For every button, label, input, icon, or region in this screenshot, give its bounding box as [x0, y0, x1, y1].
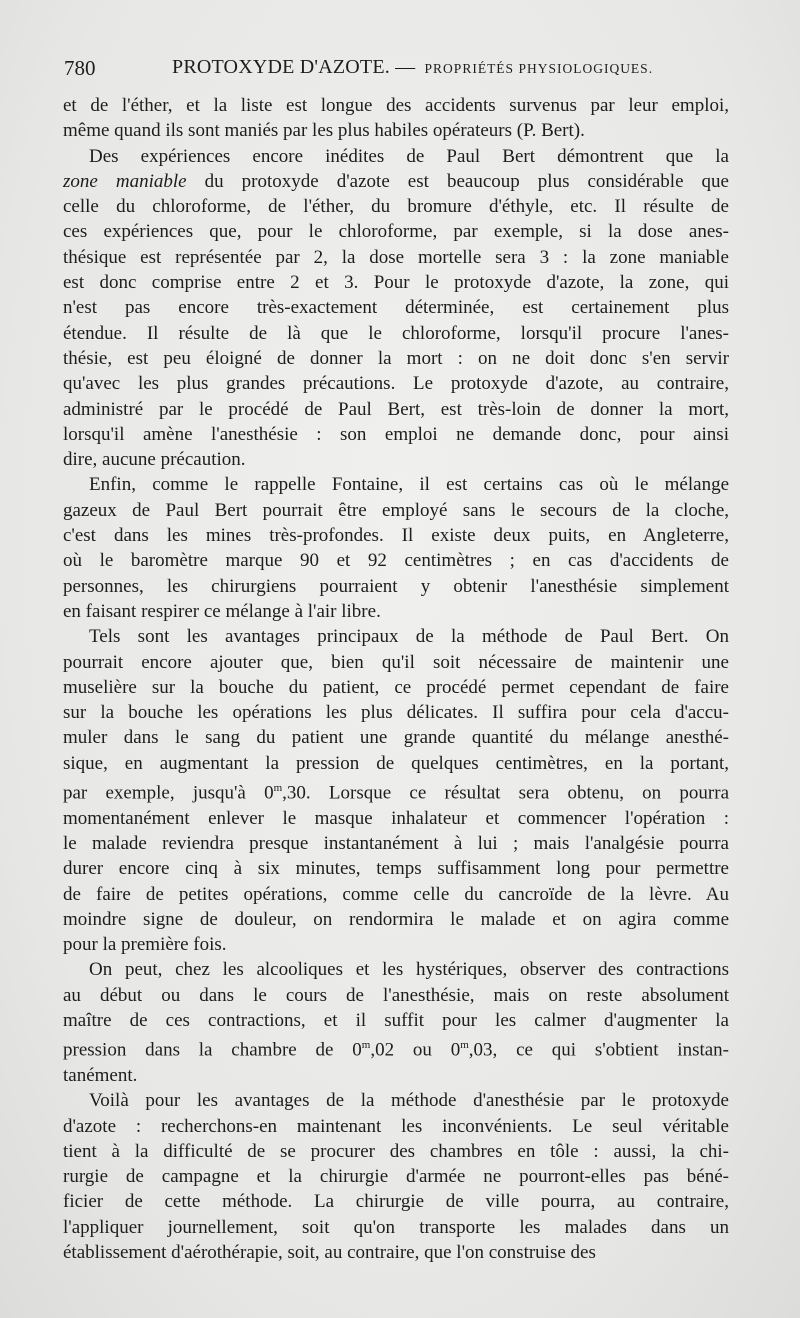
body-text: [63, 93, 729, 1265]
text-line: pour la première fois.: [63, 934, 227, 956]
text-line: zone maniable du protoxyde d'azote est beaucoup plus considérable que: [63, 170, 729, 192]
text-line: On peut, chez les alcooliques et les hystériques, observer des contractions: [89, 959, 729, 981]
running-header: [62, 56, 732, 86]
text-line: lorsqu'il amène l'anesthésie : son emploi ne demande donc, pour ainsi: [63, 423, 729, 445]
text-line: sur la bouche les opérations les plus délicates. Il suffira pour cela d'accu-: [63, 702, 729, 724]
text-line: maître de ces contractions, et il suffit pour les calmer d'augmenter la: [63, 1010, 729, 1032]
text-line: Tels sont les avantages principaux de la méthode de Paul Bert. On: [89, 626, 729, 648]
text-line: thésie, est peu éloigné de donner la mort : on ne doit donc s'en servir: [63, 347, 729, 369]
paragraph: [63, 472, 729, 624]
text-line: n'est pas encore très-exactement déterminée, est certainement plus: [63, 297, 729, 319]
text-line: de faire de petites opérations, comme celle du cancroïde de la lèvre. Au: [63, 883, 729, 905]
text-line: pourrait encore ajouter que, bien qu'il soit nécessaire de maintenir une: [63, 651, 729, 673]
text-line: qu'avec les plus grandes précautions. Le protoxyde d'azote, au contraire,: [63, 373, 729, 395]
text-line: même quand ils sont maniés par les plus habiles opérateurs (P. Bert).: [63, 120, 585, 142]
text-line: ficier de cette méthode. La chirurgie de ville pourra, au contraire,: [63, 1191, 729, 1213]
text-line: Des expériences encore inédites de Paul Bert démontrent que la: [89, 145, 729, 167]
text-line: muselière sur la bouche du patient, ce procédé permet cependant de faire: [63, 676, 729, 698]
text-line: en faisant respirer ce mélange à l'air libre.: [63, 600, 381, 622]
text-line: dire, aucune précaution.: [63, 449, 246, 471]
text-line: et de l'éther, et la liste est longue des accidents survenus par leur emploi,: [63, 95, 729, 116]
text-line: l'appliquer journellement, soit qu'on transporte les malades dans un: [63, 1216, 729, 1238]
text-line: tient à la difficulté de se procurer des chambres en tôle : aussi, la chi-: [63, 1140, 729, 1162]
text-line: ces expériences que, pour le chloroforme, par exemple, si la dose anes-: [63, 221, 729, 243]
text-line: gazeux de Paul Bert pourrait être employé sans le secours de la cloche,: [63, 499, 729, 521]
text-line: étendue. Il résulte de là que le chloroforme, lorsqu'il procure l'anes-: [63, 322, 729, 344]
text-line: muler dans le sang du patient une grande quantité du mélange anesthé-: [63, 727, 729, 749]
text-line: Voilà pour les avantages de la méthode d'anesthésie par le protoxyde: [89, 1090, 729, 1112]
text-line: tanément.: [63, 1064, 138, 1086]
text-line: momentanément enlever le masque inhalateur et commencer l'opération :: [63, 807, 729, 829]
text-line: par exemple, jusqu'à 0$^m$,30. Lorsque ce résultat sera obtenu, on pourra: [63, 782, 729, 804]
text-line: thésique est représentée par 2, la dose mortelle sera 3 : la zone maniable: [63, 246, 729, 268]
paragraph: [63, 144, 729, 473]
running-title-main: PROTOXYDE D'AZOTE. —: [172, 56, 416, 78]
text-line: où le baromètre marque 90 et 92 centimètres ; en cas d'accidents de: [63, 550, 729, 572]
paragraph: [63, 624, 729, 957]
text-line: Enfin, comme le rappelle Fontaine, il est certains cas où le mélange: [89, 474, 729, 496]
text-line: au début ou dans le cours de l'anesthésie, mais on reste absolument: [63, 984, 729, 1006]
text-line: administré par le procédé de Paul Bert, est très-loin de donner la mort,: [63, 398, 729, 420]
text-line: pression dans la chambre de 0$^m$,02 ou 0$^m$,03, ce qui s'obtient instan-: [63, 1039, 729, 1061]
paragraph: [63, 93, 729, 144]
text-line: sique, en augmentant la pression de quelques centimètres, en la portant,: [63, 752, 729, 774]
text-line: rurgie de campagne et la chirurgie d'armée ne pourront-elles pas béné-: [63, 1166, 729, 1188]
text-line: durer encore cinq à six minutes, temps suffisamment long pour permettre: [63, 858, 729, 880]
running-title: [172, 56, 653, 79]
text-line: le malade reviendra presque instantanément à lui ; mais l'analgésie pourra: [63, 832, 729, 854]
running-subtitle: PROPRIÉTÉS PHYSIOLOGIQUES.: [424, 61, 654, 76]
page-number: 780: [64, 56, 96, 80]
paragraph: [63, 1088, 729, 1265]
text-line: d'azote : recherchons-en maintenant les inconvénients. Le seul véritable: [63, 1115, 729, 1137]
text-line: personnes, les chirurgiens pourraient y obtenir l'anesthésie simplement: [63, 575, 729, 597]
text-line: c'est dans les mines très-profondes. Il existe deux puits, en Angleterre,: [63, 525, 729, 547]
text-line: établissement d'aérothérapie, soit, au contraire, que l'on construise des: [63, 1242, 596, 1264]
text-line: celle du chloroforme, de l'éther, du bromure d'éthyle, etc. Il résulte de: [63, 196, 729, 218]
text-line: est donc comprise entre 2 et 3. Pour le protoxyde d'azote, la zone, qui: [63, 272, 729, 294]
text-line: moindre signe de douleur, on rendormira le malade et on agira comme: [63, 908, 729, 930]
paragraph: [63, 957, 729, 1088]
